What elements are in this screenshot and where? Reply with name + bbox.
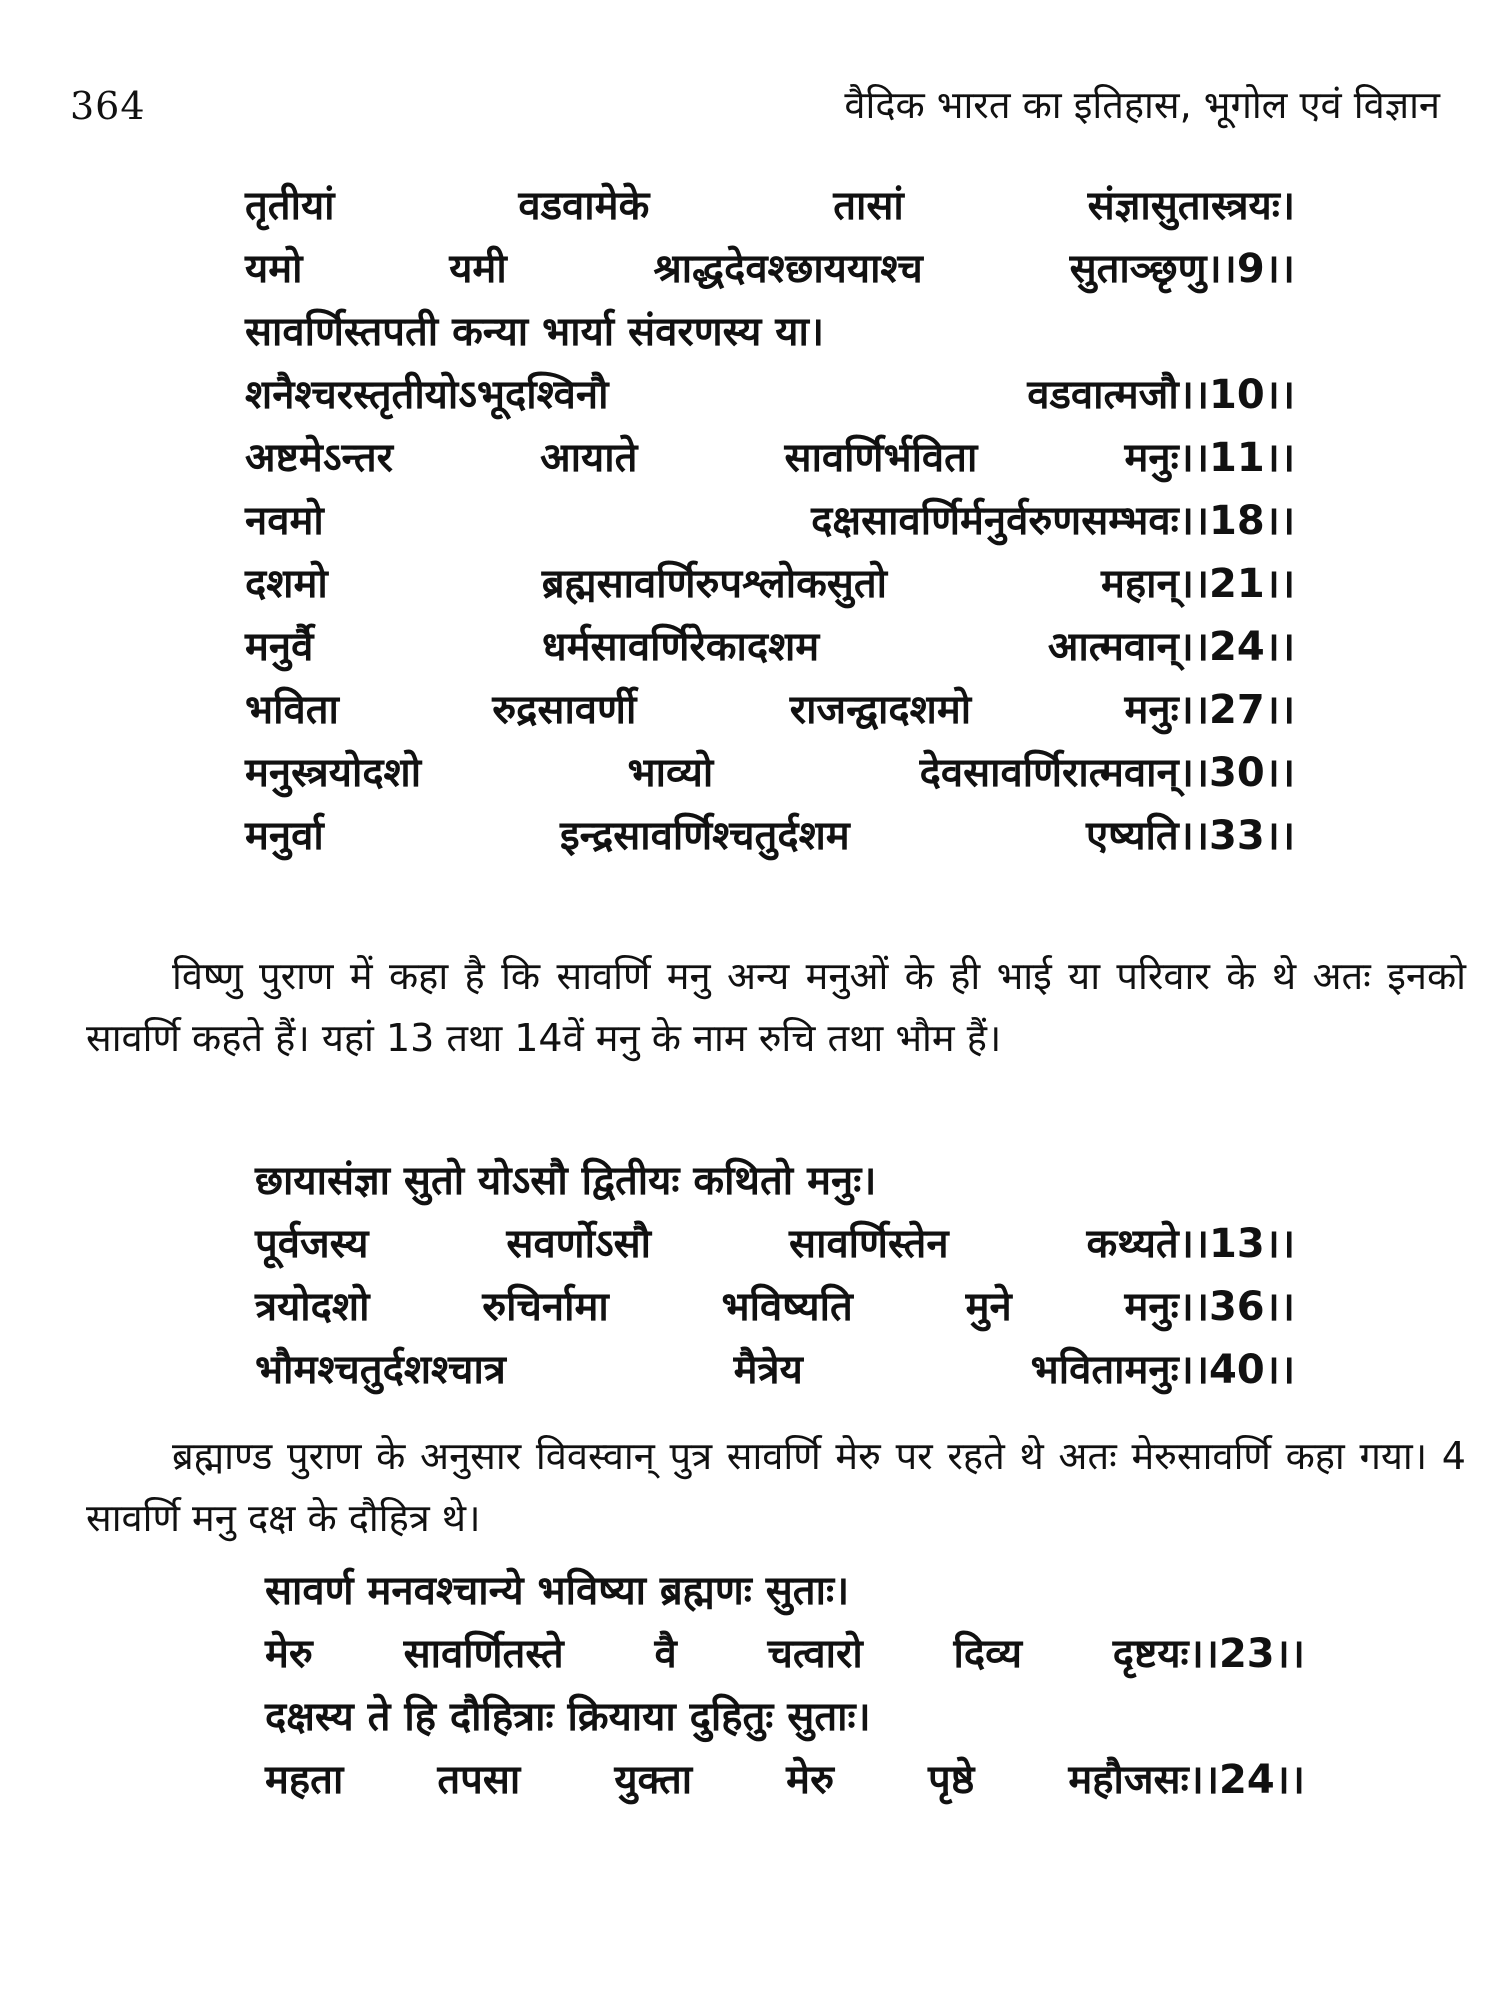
verse-word: महौजसः।।24।। xyxy=(1068,1757,1305,1803)
verse-word: नवमो xyxy=(245,498,324,544)
verse-block-2 xyxy=(255,1150,1295,1402)
verse-line xyxy=(245,238,1295,301)
verse-word: वडवामेके xyxy=(518,183,650,229)
verse-word: महान्।।21।। xyxy=(1100,561,1295,607)
verse-word: भवितामनुः।।40।। xyxy=(1030,1347,1295,1393)
verse-word: सुताञ्छृणु।।9।। xyxy=(1069,246,1295,292)
verse-word: एष्यति।।33।। xyxy=(1086,813,1295,859)
verse-line xyxy=(265,1560,1305,1623)
verse-line xyxy=(245,616,1295,679)
verse-word: मनुः।।36।। xyxy=(1124,1284,1295,1330)
verse-word: सावर्ण मनवश्चान्ये भविष्या ब्रह्मणः सुताः। xyxy=(265,1568,850,1614)
verse-block-1 xyxy=(245,175,1295,868)
verse-word: मेरु xyxy=(265,1631,313,1677)
verse-word: वडवात्मजौ।।10।। xyxy=(1027,372,1295,418)
verse-word: संज्ञासुतास्त्रयः। xyxy=(1087,183,1295,229)
verse-word: सावर्णिस्तेन xyxy=(789,1221,949,1267)
verse-word: राजन्द्वादशमो xyxy=(789,687,972,733)
verse-word: मनुर्वै xyxy=(245,624,314,670)
verse-word: चत्वारो xyxy=(767,1631,863,1677)
verse-word: शनैश्चरस्तृतीयोऽभूदश्विनौ xyxy=(245,372,609,418)
verse-line xyxy=(245,553,1295,616)
verse-word: धर्मसावर्णिरेकादशम xyxy=(541,624,820,670)
verse-word: श्राद्धदेवश्छाययाश्च xyxy=(653,246,923,292)
verse-line xyxy=(245,175,1295,238)
verse-block-3 xyxy=(265,1560,1305,1812)
verse-word: तपसा xyxy=(437,1757,521,1803)
verse-line xyxy=(245,742,1295,805)
verse-line xyxy=(245,301,1295,364)
verse-word: छायासंज्ञा सुतो योऽसौ द्वितीयः कथितो मनुः। xyxy=(255,1158,877,1204)
verse-word: मनुस्त्रयोदशो xyxy=(245,750,422,796)
verse-word: दक्षसावर्णिर्मनुर्वरुणसम्भवः।।18।। xyxy=(811,498,1295,544)
verse-word: दृष्टयः।।23।। xyxy=(1112,1631,1305,1677)
verse-word: दशमो xyxy=(245,561,328,607)
verse-line xyxy=(245,679,1295,742)
verse-line xyxy=(255,1213,1295,1276)
verse-word: पूर्वजस्य xyxy=(255,1221,369,1267)
prose-paragraph-2 xyxy=(86,1425,1466,1549)
verse-line xyxy=(245,805,1295,868)
verse-line xyxy=(245,364,1295,427)
verse-word: तृतीयां xyxy=(245,183,335,229)
running-title: वैदिक भारत का इतिहास, भूगोल एवं विज्ञान xyxy=(844,83,1440,127)
verse-word: मुने xyxy=(965,1284,1012,1330)
verse-line xyxy=(255,1150,1295,1213)
paragraph-text: ब्रह्माण्ड पुराण के अनुसार विवस्वान् पुत्र सावर्णि मेरु पर रहते थे अतः मेरुसावर्णि कहा गया। 4 सावर्णि मनु दक्ष के दौहित्र थे। xyxy=(86,1434,1466,1540)
verse-word: मनुर्वा xyxy=(245,813,324,859)
verse-word: रुचिर्नामा xyxy=(482,1284,609,1330)
verse-word: पृष्ठे xyxy=(928,1757,975,1803)
page-header xyxy=(70,78,1440,138)
verse-word: दक्षस्य ते हि दौहित्राः क्रियाया दुहितुः सुताः। xyxy=(265,1694,871,1740)
verse-word: युक्ता xyxy=(614,1757,693,1803)
verse-line xyxy=(265,1623,1305,1686)
prose-paragraph-1 xyxy=(86,945,1466,1069)
verse-word: मनुः।।27।। xyxy=(1124,687,1295,733)
verse-word: अष्टमेऽन्तर xyxy=(245,435,393,481)
verse-word: सावर्णितस्ते xyxy=(403,1631,564,1677)
verse-word: भविष्यति xyxy=(721,1284,853,1330)
verse-word: तासां xyxy=(833,183,904,229)
verse-word: सावर्णिस्तपती कन्या भार्या संवरणस्य या। xyxy=(245,309,825,355)
verse-word: मैत्रेय xyxy=(733,1347,803,1393)
verse-line xyxy=(245,427,1295,490)
verse-word: सावर्णिर्भविता xyxy=(784,435,978,481)
verse-word: महता xyxy=(265,1757,344,1803)
verse-word: कथ्यते।।13।। xyxy=(1086,1221,1295,1267)
verse-line xyxy=(265,1749,1305,1812)
verse-word: आत्मवान्।।24।। xyxy=(1047,624,1295,670)
verse-line xyxy=(245,490,1295,553)
verse-line xyxy=(255,1339,1295,1402)
verse-word: भाव्यो xyxy=(627,750,714,796)
verse-word: यमी xyxy=(449,246,507,292)
verse-word: भविता xyxy=(245,687,339,733)
page-number: 364 xyxy=(70,84,146,128)
verse-word: मनुः।।11।। xyxy=(1124,435,1295,481)
verse-line xyxy=(255,1276,1295,1339)
verse-word: ब्रह्मसावर्णिरुपश्लोकसुतो xyxy=(541,561,888,607)
verse-word: आयाते xyxy=(540,435,638,481)
verse-word: सवर्णोऽसौ xyxy=(506,1221,652,1267)
verse-word: दिव्य xyxy=(953,1631,1022,1677)
verse-line xyxy=(265,1686,1305,1749)
verse-word: इन्द्रसावर्णिश्चतुर्दशम xyxy=(560,813,850,859)
verse-word: यमो xyxy=(245,246,303,292)
verse-word: भौमश्चतुर्दशश्चात्र xyxy=(255,1347,506,1393)
verse-word: रुद्रसावर्णी xyxy=(492,687,637,733)
verse-word: मेरु xyxy=(786,1757,834,1803)
verse-word: देवसावर्णिरात्मवान्।।30।। xyxy=(919,750,1295,796)
paragraph-text: विष्णु पुराण में कहा है कि सावर्णि मनु अन्य मनुओं के ही भाई या परिवार के थे अतः इनको सावर्णि कहते हैं। यहां 13 तथा 14वें मनु के नाम रुचि तथा भौम हैं। xyxy=(86,954,1466,1060)
verse-word: वै xyxy=(654,1631,677,1677)
verse-word: त्रयोदशो xyxy=(255,1284,370,1330)
